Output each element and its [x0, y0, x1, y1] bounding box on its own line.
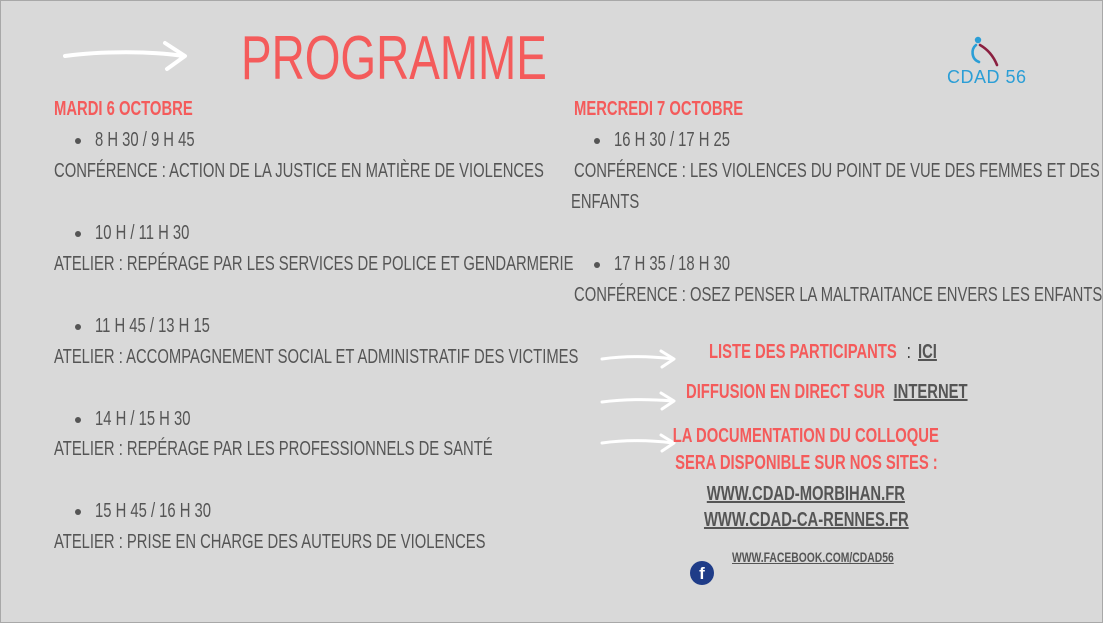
session-description: ATELIER : ACCOMPAGNEMENT SOCIAL ET ADMINISTRATIF DES VICTIMES — [54, 346, 579, 368]
bullet-icon — [594, 138, 600, 144]
broadcast-label: DIFFUSION EN DIRECT SUR — [686, 381, 885, 403]
documentation-line1: LA DOCUMENTATION DU COLLOQUE — [672, 425, 940, 447]
site-link-rennes[interactable]: WWW.CDAD-CA-RENNES.FR — [703, 509, 909, 531]
cdad-logo-icon — [967, 35, 1003, 69]
day2-heading: MERCREDI 7 OCTOBRE — [574, 98, 744, 120]
arrow-icon — [599, 347, 679, 371]
session-time: 15 H 45 / 16 H 30 — [75, 500, 252, 522]
participants-link[interactable]: ICI — [917, 341, 937, 363]
page-title: PROGRAMME — [241, 24, 547, 93]
session-description: ATELIER : PRISE EN CHARGE DES AUTEURS DE VIOLENCES — [54, 531, 486, 553]
logo-text: CDAD 56 — [947, 67, 1027, 87]
arrow-icon — [599, 389, 679, 413]
session-time: 8 H 30 / 9 H 45 — [75, 129, 230, 151]
session-description: CONFÉRENCE : ACTION DE LA JUSTICE EN MATIÈRE DE VIOLENCES — [54, 160, 544, 182]
arrow-icon — [61, 39, 191, 75]
participants-line — [709, 341, 1017, 363]
facebook-link[interactable]: WWW.FACEBOOK.COM/CDAD56 — [732, 549, 894, 565]
session-time: 10 H / 11 H 30 — [75, 222, 222, 244]
bullet-icon — [75, 231, 81, 237]
site-link-morbihan[interactable]: WWW.CDAD-MORBIHAN.FR — [706, 483, 906, 505]
bullet-icon — [75, 417, 81, 423]
participants-label: LISTE DES PARTICIPANTS — [709, 341, 897, 363]
broadcast-line — [686, 381, 1066, 403]
bullet-icon — [75, 138, 81, 144]
session-time: 16 H 30 / 17 H 25 — [594, 129, 771, 151]
session-description: ATELIER : REPÉRAGE PAR LES PROFESSIONNELS DE SANTÉ — [54, 438, 493, 460]
documentation-line2: SERA DISPONIBLE SUR NOS SITES : — [674, 452, 938, 474]
bullet-icon — [594, 262, 600, 268]
bullet-icon — [75, 509, 81, 515]
facebook-icon[interactable]: f — [690, 561, 714, 585]
session-description: CONFÉRENCE : OSEZ PENSER LA MALTRAITANCE ENVERS LES ENFANTS — [574, 284, 1103, 306]
bullet-icon — [75, 324, 81, 330]
session-time: 17 H 35 / 18 H 30 — [594, 253, 771, 275]
session-time: 14 H / 15 H 30 — [75, 408, 224, 430]
session-description: ATELIER : REPÉRAGE PAR LES SERVICES DE POLICE ET GENDARMERIE — [54, 253, 574, 275]
broadcast-link[interactable]: INTERNET — [893, 381, 968, 403]
participants-separator: : — [906, 341, 911, 363]
day1-heading: MARDI 6 OCTOBRE — [54, 98, 193, 120]
session-description: CONFÉRENCE : LES VIOLENCES DU POINT DE VUE DES FEMMES ET DES — [574, 160, 1100, 182]
session-time: 11 H 45 / 13 H 15 — [75, 315, 250, 337]
session-description-continued: ENFANTS — [571, 191, 640, 213]
